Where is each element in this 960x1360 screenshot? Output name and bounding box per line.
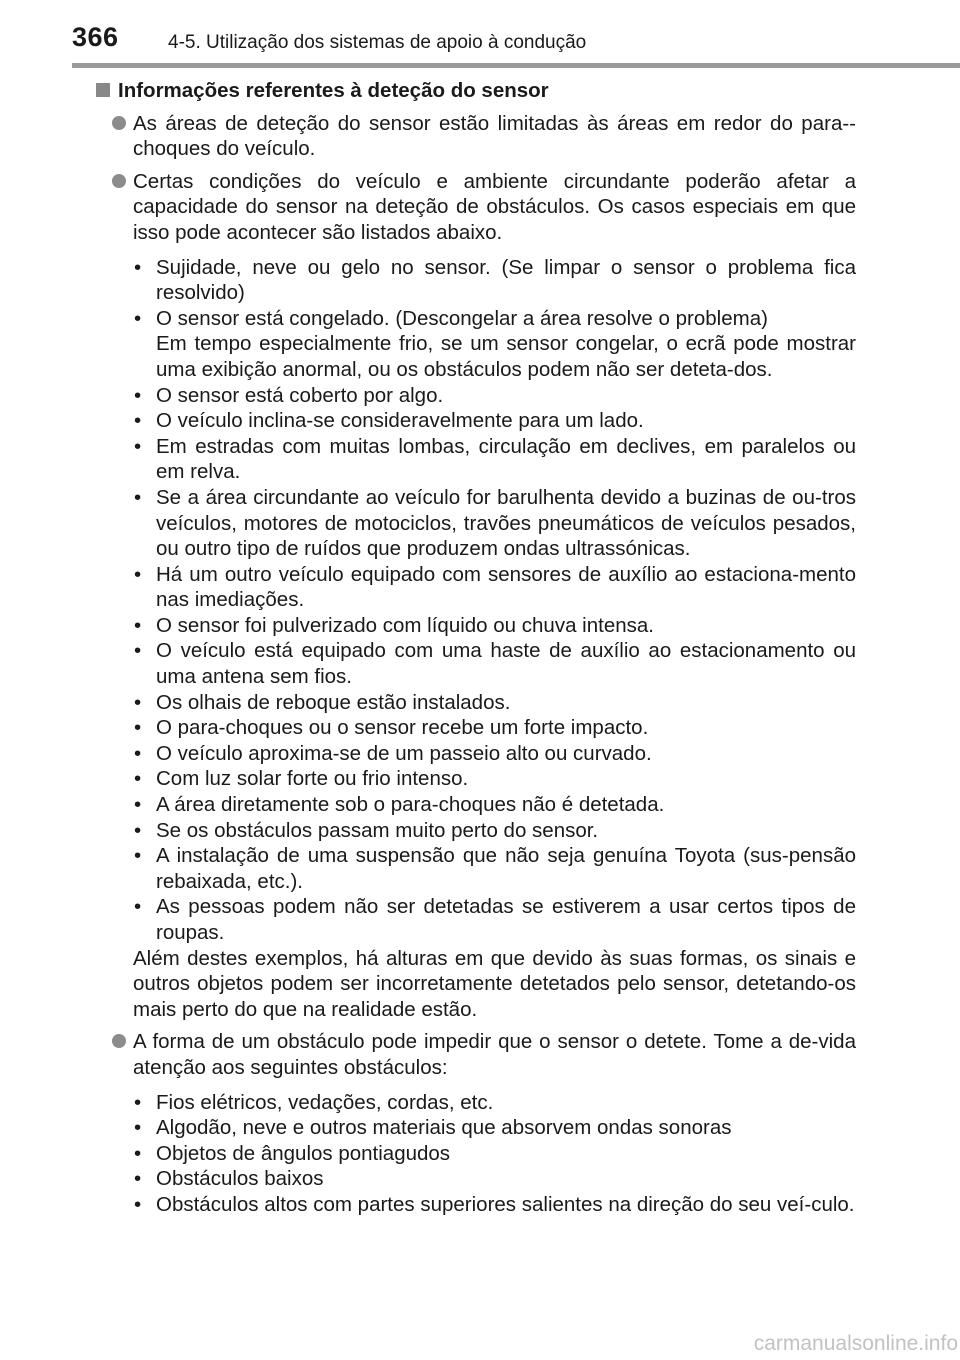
- section-heading: [96, 78, 856, 104]
- list-item: • Objetos de ângulos pontiagudos: [96, 1141, 856, 1167]
- page-number: 366: [72, 22, 119, 52]
- obstacles-list: [96, 1090, 856, 1218]
- bullet-detection-areas: [96, 111, 856, 162]
- list-item: • Sujidade, neve ou gelo no sensor. (Se limpar o sensor o problema fica resolvido): [96, 255, 856, 306]
- chapter-title: 4-5. Utilização dos sistemas de apoio à condução: [168, 32, 587, 53]
- list-item: • A área diretamente sob o para-choques não é detetada.: [96, 792, 856, 818]
- list-item: • O sensor está coberto por algo.: [96, 383, 856, 409]
- conditions-list: [96, 255, 856, 946]
- list-item: • O veículo aproxima-se de um passeio alto ou curvado.: [96, 741, 856, 767]
- list-item: • Fios elétricos, vedações, cordas, etc.: [96, 1090, 856, 1116]
- circle-bullet-icon: [112, 116, 126, 130]
- list-item: • Algodão, neve e outros materiais que absorvem ondas sonoras: [96, 1115, 856, 1141]
- list-item: • As pessoas podem não ser detetadas se estiverem a usar certos tipos de roupas.: [96, 894, 856, 945]
- list-item: • O veículo está equipado com uma haste de auxílio ao estacionamento ou uma antena sem fios.: [96, 638, 856, 689]
- main-content: [96, 78, 856, 1218]
- circle-bullet-icon: [112, 174, 126, 188]
- bullet-text: Certas condições do veículo e ambiente circundante poderão afetar a capacidade do sensor na deteção de obstáculos. Os casos especiais em que isso pode acontecer são listados abaixo.: [133, 169, 856, 244]
- bullet-text: As áreas de deteção do sensor estão limitadas às áreas em redor do para--choques do veículo.: [133, 111, 856, 161]
- list-item: • Obstáculos altos com partes superiores salientes na direção do seu veí-culo.: [96, 1192, 856, 1218]
- list-item: • A instalação de uma suspensão que não seja genuína Toyota (sus-pensão rebaixada, etc.).: [96, 843, 856, 894]
- list-item: • O sensor foi pulverizado com líquido ou chuva intensa.: [96, 613, 856, 639]
- list-item: • Os olhais de reboque estão instalados.: [96, 690, 856, 716]
- bullet-text: A forma de um obstáculo pode impedir que o sensor o detete. Tome a de-vida atenção aos seguintes obstáculos:: [133, 1030, 856, 1079]
- list-item-note: Em tempo especialmente frio, se um sensor congelar, o ecrã pode mostrar uma exibição anormal, ou os obstáculos podem não ser deteta-dos.: [156, 332, 856, 381]
- list-item: • O sensor está congelado. (Descongelar a área resolve o problema): [96, 306, 856, 332]
- list-item: • Há um outro veículo equipado com sensores de auxílio ao estaciona-mento nas imediações.: [96, 562, 856, 613]
- watermark: carmanualsonline.info: [753, 1332, 958, 1355]
- header-rule: [72, 63, 960, 68]
- list-item: • Se os obstáculos passam muito perto do sensor.: [96, 818, 856, 844]
- list-item: • Obstáculos baixos: [96, 1166, 856, 1192]
- list-item: • Em estradas com muitas lombas, circulação em declives, em paralelos ou em relva.: [96, 434, 856, 485]
- bullet-obstacle-shape: [96, 1029, 856, 1080]
- list-item: • Se a área circundante ao veículo for barulhenta devido a buzinas de ou-tros veículos, motores de motociclos, travões pneumáticos de veículos pesados, ou outro tipo de ruídos que produzem ondas ultrassónicas.: [96, 485, 856, 562]
- square-bullet-icon: [96, 83, 110, 97]
- list-item: • O para-choques ou o sensor recebe um forte impacto.: [96, 715, 856, 741]
- list-item: • Com luz solar forte ou frio intenso.: [96, 766, 856, 792]
- section-title: Informações referentes à deteção do sensor: [118, 79, 549, 102]
- list-item: • O veículo inclina-se consideravelmente para um lado.: [96, 408, 856, 434]
- bullet-conditions: [96, 169, 856, 246]
- closing-paragraph: Além destes exemplos, há alturas em que devido às suas formas, os sinais e outros objetos podem ser incorretamente detetados pelo sensor, detetando-os mais perto do que na realidade estão.: [133, 946, 856, 1021]
- circle-bullet-icon: [112, 1034, 126, 1048]
- page-header: [72, 22, 872, 62]
